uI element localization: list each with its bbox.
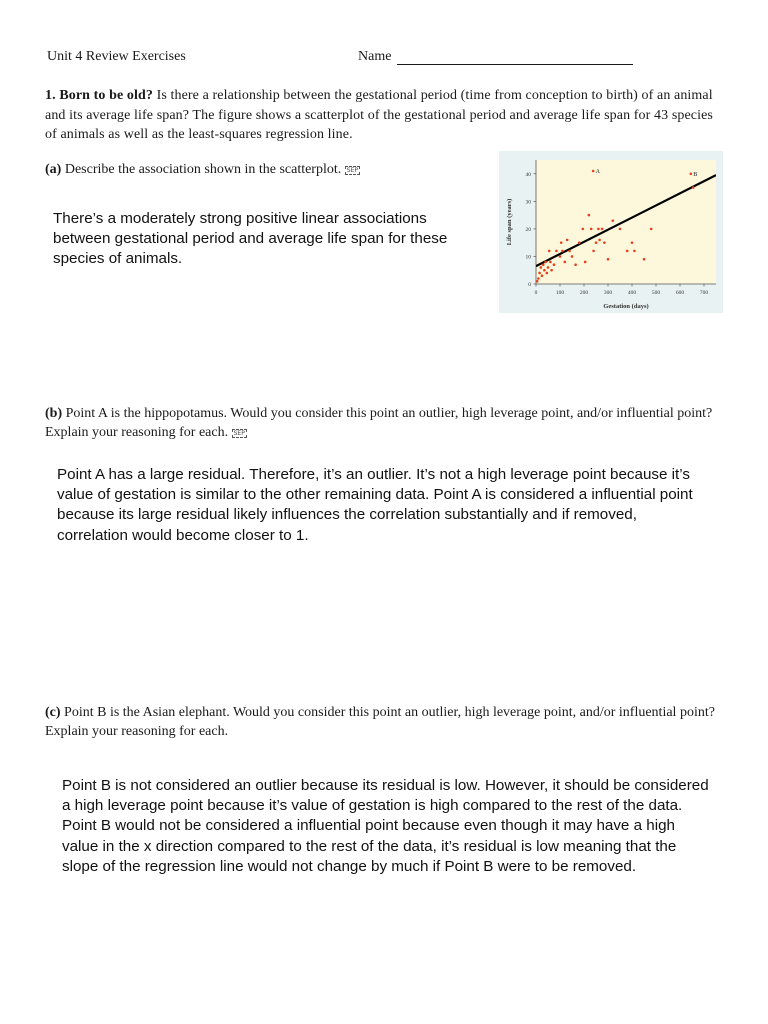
problem-number: 1. bbox=[45, 88, 56, 103]
point-label-b: B bbox=[693, 171, 698, 178]
y-tick-label: 10 bbox=[525, 254, 531, 261]
data-point bbox=[595, 241, 598, 244]
y-tick-label: 30 bbox=[525, 199, 531, 206]
x-tick-label: 0 bbox=[534, 290, 538, 296]
y-tick-label: 0 bbox=[528, 282, 531, 288]
data-point bbox=[692, 186, 695, 189]
x-tick-label: 500 bbox=[651, 290, 661, 296]
problem-intro-text: Is there a relationship between the gestational period (time from conception to birth) of an animal and its average life span? The figure shows a scatterplot of the gestational period and average life span for 43 species of animals as well as the least-squares regression line. bbox=[45, 88, 713, 142]
y-tick-label: 20 bbox=[525, 226, 531, 233]
data-point bbox=[643, 258, 646, 261]
x-tick-label: 400 bbox=[627, 290, 637, 296]
data-point bbox=[537, 277, 540, 280]
x-tick-label: 700 bbox=[699, 290, 709, 296]
question-a bbox=[45, 160, 485, 179]
question-c-label: (c) bbox=[45, 705, 61, 720]
answer-b: Point A has a large residual. Therefore, it’s an outlier. It’s not a high leverage point because it’s value of gestation is similar to the other remaining data. Point A is considered a influential point because its large residual likely influences the correlation substantially and if removed, correlation would become closer to 1. bbox=[57, 466, 693, 544]
x-axis-label: Gestation (days) bbox=[603, 303, 649, 310]
data-point bbox=[584, 261, 587, 264]
data-point bbox=[540, 266, 543, 269]
data-point bbox=[549, 261, 552, 264]
data-point bbox=[650, 228, 653, 231]
y-axis-label: Life span (years) bbox=[506, 198, 513, 246]
data-point bbox=[546, 272, 549, 275]
data-point bbox=[566, 239, 569, 242]
data-point bbox=[607, 258, 610, 261]
data-point bbox=[590, 228, 593, 231]
x-tick-label: 300 bbox=[603, 290, 613, 296]
unit-title: Unit 4 Review Exercises bbox=[47, 49, 186, 64]
data-point bbox=[553, 263, 556, 266]
data-point bbox=[536, 280, 539, 283]
question-b-label: (b) bbox=[45, 406, 63, 421]
x-tick-label: 200 bbox=[579, 290, 589, 296]
scatterplot-figure bbox=[499, 151, 723, 313]
data-point bbox=[633, 250, 636, 253]
data-point bbox=[559, 255, 562, 258]
data-point bbox=[603, 241, 606, 244]
question-a-text: Describe the association shown in the scatterplot. bbox=[64, 162, 342, 177]
question-c-text: Point B is the Asian elephant. Would you consider this point an outlier, high leverage point, and/or influential point? Explain your reasoning for each. bbox=[45, 705, 715, 739]
data-point bbox=[548, 250, 551, 253]
data-point bbox=[568, 250, 571, 253]
data-point-b bbox=[690, 172, 693, 175]
data-point bbox=[631, 241, 634, 244]
y-tick-label: 40 bbox=[525, 171, 531, 178]
data-point bbox=[597, 228, 600, 231]
data-point-a bbox=[592, 170, 595, 173]
sep-marker-icon: SEP bbox=[233, 430, 245, 437]
question-b bbox=[45, 404, 735, 442]
data-point bbox=[541, 274, 544, 277]
sep-marker-icon: SEP bbox=[346, 167, 358, 174]
name-blank-line[interactable] bbox=[397, 64, 633, 65]
point-label-a: A bbox=[595, 169, 600, 176]
plot-area bbox=[536, 160, 716, 284]
data-point bbox=[574, 263, 577, 266]
name-label: Name bbox=[358, 49, 392, 64]
question-c bbox=[45, 703, 735, 741]
question-a-label: (a) bbox=[45, 162, 62, 177]
answer-a: There’s a moderately strong positive linear associations between gestational period and average life span for these species of animals. bbox=[53, 210, 448, 268]
data-point bbox=[542, 263, 545, 266]
data-point bbox=[555, 250, 558, 253]
data-point bbox=[547, 266, 550, 269]
question-b-text: Point A is the hippopotamus. Would you consider this point an outlier, high leverage point, and/or influential point? Explain your reasoning for each. bbox=[45, 406, 713, 440]
data-point bbox=[582, 228, 585, 231]
data-point bbox=[588, 214, 591, 217]
data-point bbox=[544, 261, 547, 264]
data-point bbox=[538, 272, 541, 275]
x-tick-label: 600 bbox=[675, 290, 685, 296]
problem-title: Born to be old? bbox=[59, 88, 153, 103]
scatterplot-svg bbox=[499, 151, 723, 313]
data-point bbox=[626, 250, 629, 253]
data-point bbox=[592, 250, 595, 253]
data-point bbox=[598, 239, 601, 242]
problem-intro bbox=[45, 86, 720, 145]
data-point bbox=[564, 261, 567, 264]
data-point bbox=[543, 269, 546, 272]
data-point bbox=[571, 255, 574, 258]
data-point bbox=[612, 219, 615, 222]
data-point bbox=[578, 241, 581, 244]
data-point bbox=[601, 228, 604, 231]
data-point bbox=[560, 241, 563, 244]
x-tick-label: 100 bbox=[555, 290, 565, 296]
answer-c: Point B is not considered an outlier because its residual is low. However, it should be considered a high leverage point because it’s value of gestation is high compared to the rest of the data. Point B would not be considered a influential point because even though it may have a high value in the x direction compared to the rest of the data, it’s residual is low meaning that the slope of the regression line would not change by much if Point B were to be removed. bbox=[62, 777, 709, 875]
data-point bbox=[619, 228, 622, 231]
data-point bbox=[561, 250, 564, 253]
data-point bbox=[550, 269, 553, 272]
